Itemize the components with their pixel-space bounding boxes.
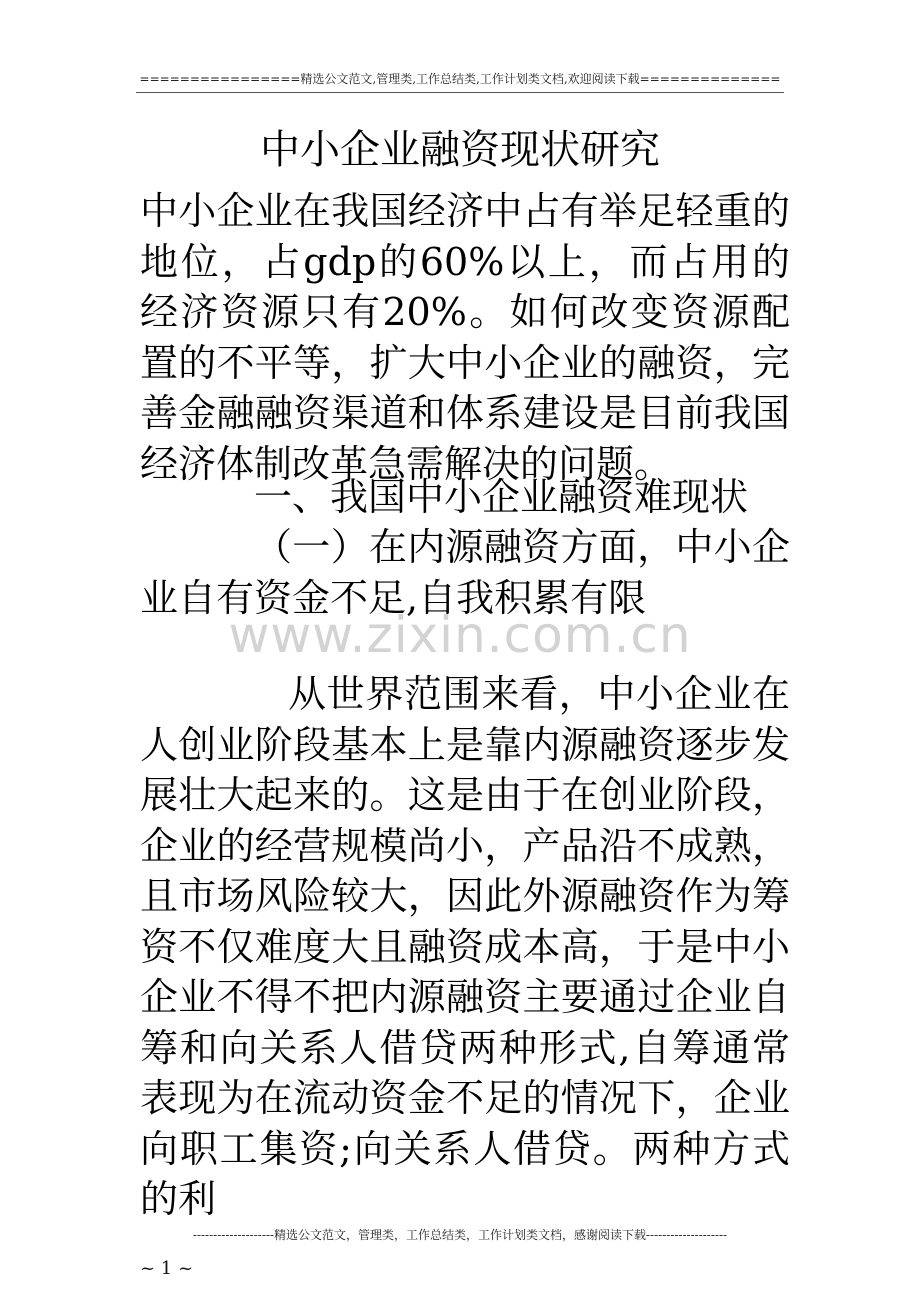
subsection-heading: （一）在内源融资方面，中小企业自有资金不足,自我积累有限 — [140, 525, 790, 620]
watermark: www.zixin.com.cn — [228, 606, 692, 664]
header-divider — [136, 92, 784, 93]
page-number: ~ 1 ~ — [140, 1258, 194, 1279]
section-heading: 一、我国中小企业融资难现状 — [254, 475, 749, 519]
header-banner: ================精选公文范文,管理类,工作总结类,工作计划类文档,欢迎阅读下载============== — [139, 72, 781, 86]
intro-paragraph: 中小企业在我国经济中占有举足轻重的地位，占gdp的60%以上，而占用的经济资源只有20%。如何改变资源配置的不平等，扩大中小企业的融资，完善金融融资渠道和体系建设是目前我国经济体制改革急需解决的问题。 — [140, 189, 790, 486]
body-paragraph: 从世界范围来看，中小企业在人创业阶段基本上是靠内源融资逐步发展壮大起来的。这是由于在创业阶段，企业的经营规模尚小，产品沿不成熟，且市场风险较大，因此外源融资作为筹资不仅难度大且融资成本高，于是中小企业不得不把内源融资主要通过企业自筹和向关系人借贷两种形式,自筹通常表现为在流动资金不足的情况下，企业向职工集资;向关系人借贷。两种方式的利 — [140, 672, 790, 1221]
footer-banner: --------------------精选公文范文，管理类，工作总结类，工作计划类文档，感谢阅读下载-------------------- — [192, 1228, 728, 1242]
document-title: 中小企业融资现状研究 — [260, 127, 660, 173]
